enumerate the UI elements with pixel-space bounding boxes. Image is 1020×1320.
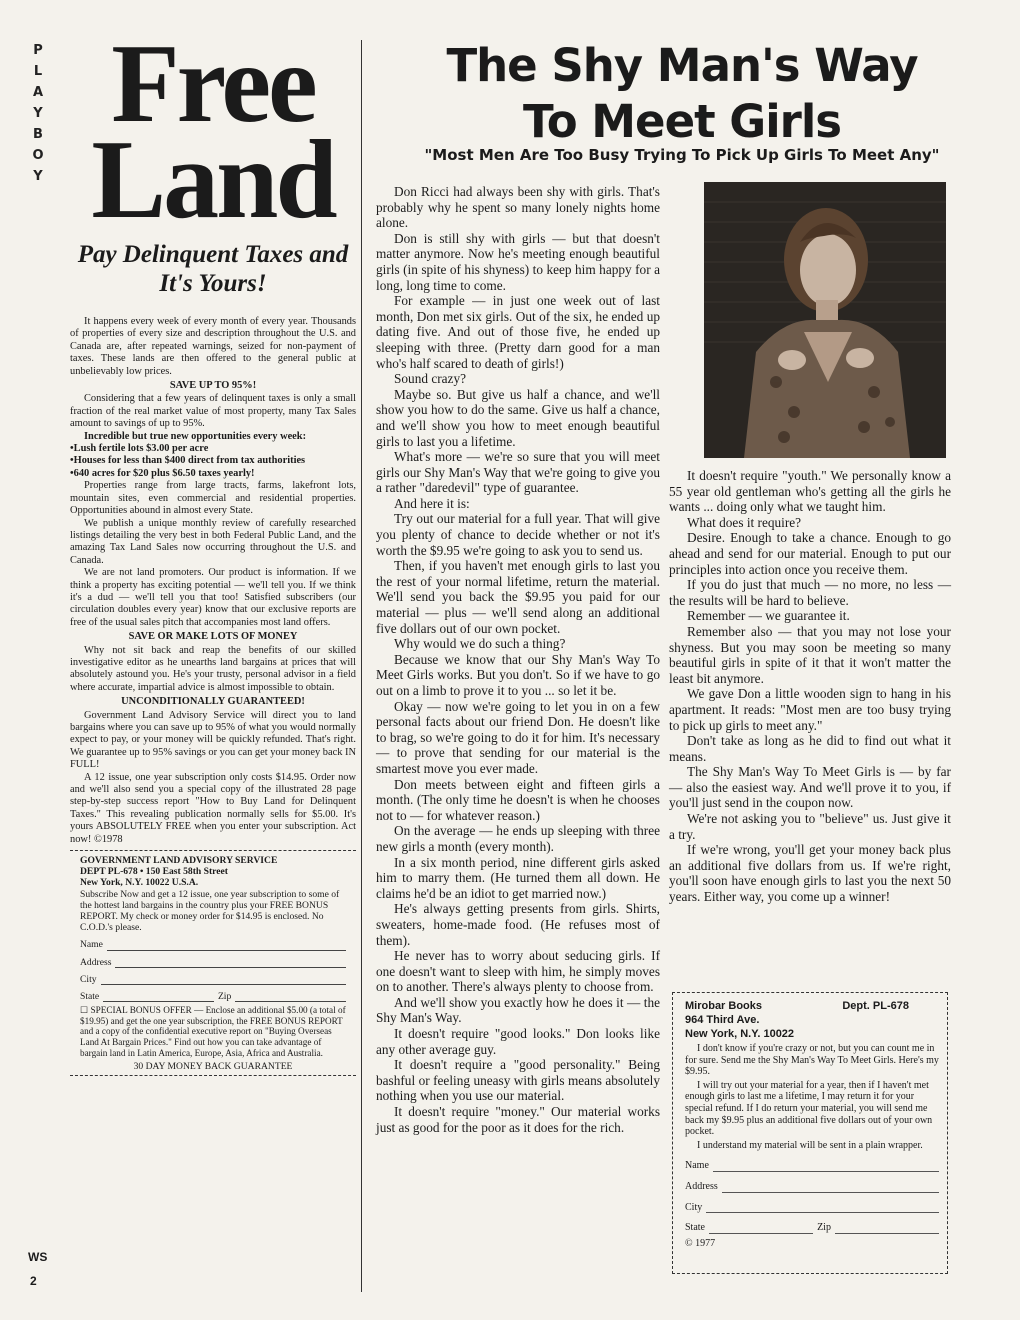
paragraph: Try out our material for a full year. That will give you plenty of chance to decide whether or not it's worth the $9.95 we're going to ask you to send us.: [376, 511, 660, 558]
coupon-address: [685, 999, 939, 1041]
paragraph: We're not asking you to "believe" us. Just give it a try.: [669, 811, 951, 842]
paragraph: And here it is:: [394, 495, 470, 511]
name-line[interactable]: [107, 941, 346, 951]
bullet-item: • 640 acres for $20 plus $6.50 taxes yearly!: [70, 468, 356, 480]
paragraph: Don Ricci had always been shy with girls. That's probably why he spent so many lonely nights home alone.: [376, 184, 660, 231]
city-field[interactable]: [685, 1202, 939, 1214]
magazine-letter: Y: [33, 169, 43, 184]
ad-body: [70, 316, 356, 846]
paragraph: He never has to worry about seducing girls. If one doesn't want to sleep with him, he simply moves on to another. There's always plenty to choose from.: [376, 948, 660, 995]
ad-subtitle: Pay Delinquent Taxes and It's Yours!: [77, 241, 349, 297]
paragraph: What does it require?: [687, 514, 802, 530]
paragraph: Then, if you haven't met enough girls to last you the rest of your normal lifetime, return the material. We'll send you back the $9.95 you paid for our material — plus — we'll send along an additional five dollars out of our own pocket.: [376, 558, 660, 636]
paragraph: It doesn't require "youth." We personally know a 55 year old gentleman who's getting all the girls he wants ... doing only what we taught him.: [669, 468, 951, 515]
headline-line-2: To Meet Girls: [522, 95, 842, 148]
title-line-1: Free: [111, 22, 315, 146]
coupon-text: Subscribe Now and get a 12 issue, one year subscription to some of the hottest land bargains in the country plus your FREE BONUS REPORT. My check or money order for $14.95 is enclosed. No C.O.D.'s please.: [80, 888, 340, 934]
edition-code: WS: [28, 1250, 48, 1264]
paragraph: It doesn't require "good looks." Don looks like any other average guy.: [376, 1026, 660, 1057]
name-field[interactable]: [685, 1160, 939, 1172]
article-column-1: [376, 184, 660, 1135]
paragraph: A 12 issue, one year subscription only costs $14.95. Order now and we'll also send you a special copy of the illustrated 28 page step-by-step success report "How to Buy Land for Delinquent Taxes." This revealing publication normally sells for $5.00. It's yours ABSOLUTELY FREE when you enter your subscription. Act now! ©1978: [70, 771, 356, 845]
coupon-city: New York, N.Y. 10022 U.S.A.: [80, 877, 199, 889]
magazine-letter: B: [33, 127, 43, 142]
paragraph: For example — in just one week out of last month, Don met six girls. Out of the six, he ended up dating five. And out of those five, he ended up sleeping with three. (Pretty darn good for a man who's half scared to death of girls!): [376, 293, 660, 371]
subscription-coupon[interactable]: [70, 850, 356, 1076]
ad-title: [70, 22, 356, 242]
paragraph: Desire. Enough to take a chance. Enough to go ahead and send for our material. Enough to put our principles into action once you receive them.: [669, 530, 951, 577]
address-line[interactable]: [115, 958, 346, 968]
paragraph: It doesn't require "money." Our material works just as good for the poor as it does for the rich.: [376, 1104, 660, 1135]
magazine-name: [26, 40, 50, 187]
magazine-letter: O: [32, 148, 44, 163]
paragraph: It doesn't require a "good personality." Being bashful or feeling uneasy with girls means absolutely nothing when you use our material.: [376, 1057, 660, 1104]
article-deck: "Most Men Are Too Busy Trying To Pick Up Girls To Meet Any": [424, 146, 940, 164]
free-land-ad: [70, 22, 356, 1076]
coupon-company: Mirobar Books: [685, 1000, 763, 1012]
paragraph: It happens every week of every month of every year. Thousands of properties of every size and description throughout the U.S. and Canada are, after repeated warnings, seized for non-payment of taxes. These lands are then offered to the general public at unbelievably low prices.: [70, 316, 356, 377]
paragraph: Considering that a few years of delinquent taxes is only a small fraction of the real market value of most property, many Tax Sales amount to savings of up to 95%.: [70, 393, 356, 430]
coupon-dept: DEPT PL-678 • 150 East 58th Street: [80, 866, 228, 878]
paragraph: Why would we do such a thing?: [394, 636, 566, 652]
paragraph: We gave Don a little wooden sign to hang in his apartment. It reads: "Most men are too busy trying to pick up girls to meet any.": [669, 686, 951, 733]
paragraph: Maybe so. But give us half a chance, and we'll show you how to do the same. Give us half a chance, and we'll show you how to meet enough beautiful girls to last you a lifetime.: [376, 386, 660, 449]
paragraph: Government Land Advisory Service will direct you to land bargains where you can save up to 95% of what you would normally expect to pay, or your money will be quickly refunded. That's right. We guarantee up to 95% savings or you can get your money back IN FULL!: [70, 709, 356, 771]
section-heading: UNCONDITIONALLY GUARANTEED!: [121, 696, 305, 708]
coupon-street: 964 Third Ave.: [685, 1014, 760, 1026]
bonus-offer[interactable]: ☐ SPECIAL BONUS OFFER — Enclose an additional $5.00 (a total of $19.95) and get the one year subscription, the FREE BONUS REPORT and a copy of the confidential executive report on "Buying Overseas Land At Bargain Prices." Find out how you can take advantage of bargain land in Latin America, Europe, Asia, Africa and Australia.: [80, 1005, 346, 1058]
address-field[interactable]: [80, 957, 346, 968]
magazine-letter: L: [33, 64, 43, 79]
coupon-text: I don't know if you're crazy or not, but you can count me in for sure. Send me the Shy Man's Way To Meet Girls. Here's my $9.95.: [685, 1043, 939, 1078]
paragraph: Properties range from large tracts, farms, lakefront lots, mountain sites, even commercial and residential properties. Opportunities abound in almost every State.: [70, 480, 356, 517]
coupon-city: New York, N.Y. 10022: [685, 1028, 795, 1040]
coupon-text: I will try out your material for a year, then if I haven't met enough girls to last me a lifetime, I may return it for your special refund. If I do return your material, you will send me back my $9.95 plus an additional five dollars out of your own pocket.: [685, 1079, 933, 1138]
city-line[interactable]: [706, 1203, 939, 1213]
state-zip-field[interactable]: [685, 1222, 939, 1234]
article-column-2: [669, 468, 951, 905]
paragraph: What's more — we're so sure that you will meet girls our Shy Man's Way that we're going to give you a rather "daredevil" type of guarantee.: [376, 449, 660, 496]
title-line-2: Land: [91, 118, 335, 242]
zip-line[interactable]: [835, 1224, 939, 1234]
paragraph: If you do just that much — no more, no less — the results will be hard to believe.: [669, 577, 951, 608]
paragraph: Sound crazy?: [394, 371, 466, 387]
paragraph: And we'll show you exactly how he does it — the Shy Man's Way.: [376, 994, 660, 1026]
paragraph: We publish a unique monthly review of carefully researched listings detailing the very best in both Federal Public Land, and the amazing Tax Land Sales now occurring throughout the U.S. and Canada.: [70, 517, 356, 566]
address-label: Address: [685, 1180, 718, 1192]
name-label: Name: [80, 939, 103, 951]
coupon-org: GOVERNMENT LAND ADVISORY SERVICE: [80, 855, 278, 867]
bullet-item: • Houses for less than $400 direct from tax authorities: [70, 455, 356, 467]
bullet-item: • Lush fertile lots $3.00 per acre: [70, 443, 356, 455]
paragraph: Don is still shy with girls — but that doesn't matter anymore. Now he's meeting enough beautiful girls (in spite of his shyness) to keep him happy for a long, long time to come.: [376, 230, 660, 293]
paragraph: On the average — he ends up sleeping with three new girls a month (every month).: [376, 823, 660, 854]
paragraph: We are not land promoters. Our product is information. If we think a property has exciting potential — we'll tell you. If we think it's a dud — we'll tell you that too! Satisfied subscribers (our circulation doubles every year) know that our exclusive reports are free of the usual sales pitch that accompanies most land offers.: [70, 567, 356, 628]
paragraph: If we're wrong, you'll get your money back plus an additional five dollars from us. If we're right, you'll soon have enough girls to last you the next 50 years. Either way, you come up a winner!: [669, 842, 951, 905]
paragraph: Remember also — that you may not lose your shyness. But you may soon be meeting so many beautiful girls in spite of it that it won't matter the least bit anymore.: [669, 623, 951, 686]
paragraph: Why not sit back and reap the benefits of our skilled investigative editor as he unearths land bargains at prices that will absolutely astound you. He's your trusty, personal advisor in a field where accurate, impartial advice is almost impossible to obtain.: [70, 644, 356, 693]
state-zip-field[interactable]: [80, 991, 346, 1002]
address-label: Address: [80, 956, 112, 968]
section-heading: SAVE UP TO 95%!: [169, 380, 257, 392]
paragraph: Remember — we guarantee it.: [687, 608, 850, 624]
state-line[interactable]: [103, 992, 214, 1002]
magazine-letter: A: [32, 85, 44, 100]
coupon-text: I understand my material will be sent in a plain wrapper.: [697, 1139, 923, 1151]
bullet-list: [70, 443, 356, 480]
column-divider: [361, 40, 362, 1292]
zip-label: Zip: [217, 991, 232, 1003]
headline-line-1: The Shy Man's Way: [446, 39, 918, 92]
address-line[interactable]: [722, 1183, 939, 1193]
paragraph: The Shy Man's Way To Meet Girls is — by far — also the easiest way. And we'll prove it to you, if you'll just send in the coupon now.: [669, 764, 951, 811]
name-line[interactable]: [713, 1162, 939, 1172]
address-field[interactable]: [685, 1181, 939, 1193]
paragraph: Don meets between eight and fifteen girls a month. (The only time he doesn't is when he chooses not to — for whatever reason.): [376, 776, 660, 823]
city-line[interactable]: [101, 975, 346, 985]
woman-photo: [704, 182, 946, 458]
section-heading: SAVE OR MAKE LOTS OF MONEY: [128, 631, 298, 643]
magazine-letter: Y: [33, 106, 43, 121]
state-line[interactable]: [709, 1224, 813, 1234]
magazine-letter: P: [33, 43, 43, 58]
name-field[interactable]: [80, 939, 346, 950]
page-number: 2: [30, 1274, 37, 1288]
paragraph: He's always getting presents from girls. Shirts, sweaters, home-made food. (He refuses most of them).: [376, 901, 660, 948]
zip-label: Zip: [817, 1222, 831, 1234]
city-label: City: [685, 1201, 703, 1213]
coupon-copyright: © 1977: [685, 1237, 716, 1249]
city-field[interactable]: [80, 974, 346, 985]
paragraph: Okay — now we're going to let you in on a few personal facts about our friend Don. He doesn't like to brag, so we're going to do it for him. It's necessary — to prove that sending for our material is the smartest move you ever made.: [376, 698, 660, 776]
zip-line[interactable]: [235, 992, 346, 1002]
state-label: State: [685, 1222, 705, 1234]
paragraph: Don't take as long as he did to find out what it means.: [669, 733, 951, 764]
order-coupon[interactable]: [672, 992, 948, 1274]
coupon-dept: Dept. PL-678: [842, 1000, 909, 1012]
article-headline: [372, 38, 992, 150]
paragraph: Because we know that our Shy Man's Way To Meet Girls works. But you don't. So if we have to go out on a limb to prove it to you ... so let it be.: [376, 651, 660, 698]
opportunities-heading: Incredible but true new opportunities every week:: [84, 430, 307, 442]
name-label: Name: [685, 1160, 709, 1172]
paragraph: In a six month period, nine different girls asked him to marry them. (He turned them all down. He claims he'd be an idiot to get married now.): [376, 854, 660, 901]
money-back-guarantee: 30 DAY MONEY BACK GUARANTEE: [133, 1061, 293, 1073]
city-label: City: [80, 973, 97, 985]
state-label: State: [80, 991, 100, 1003]
